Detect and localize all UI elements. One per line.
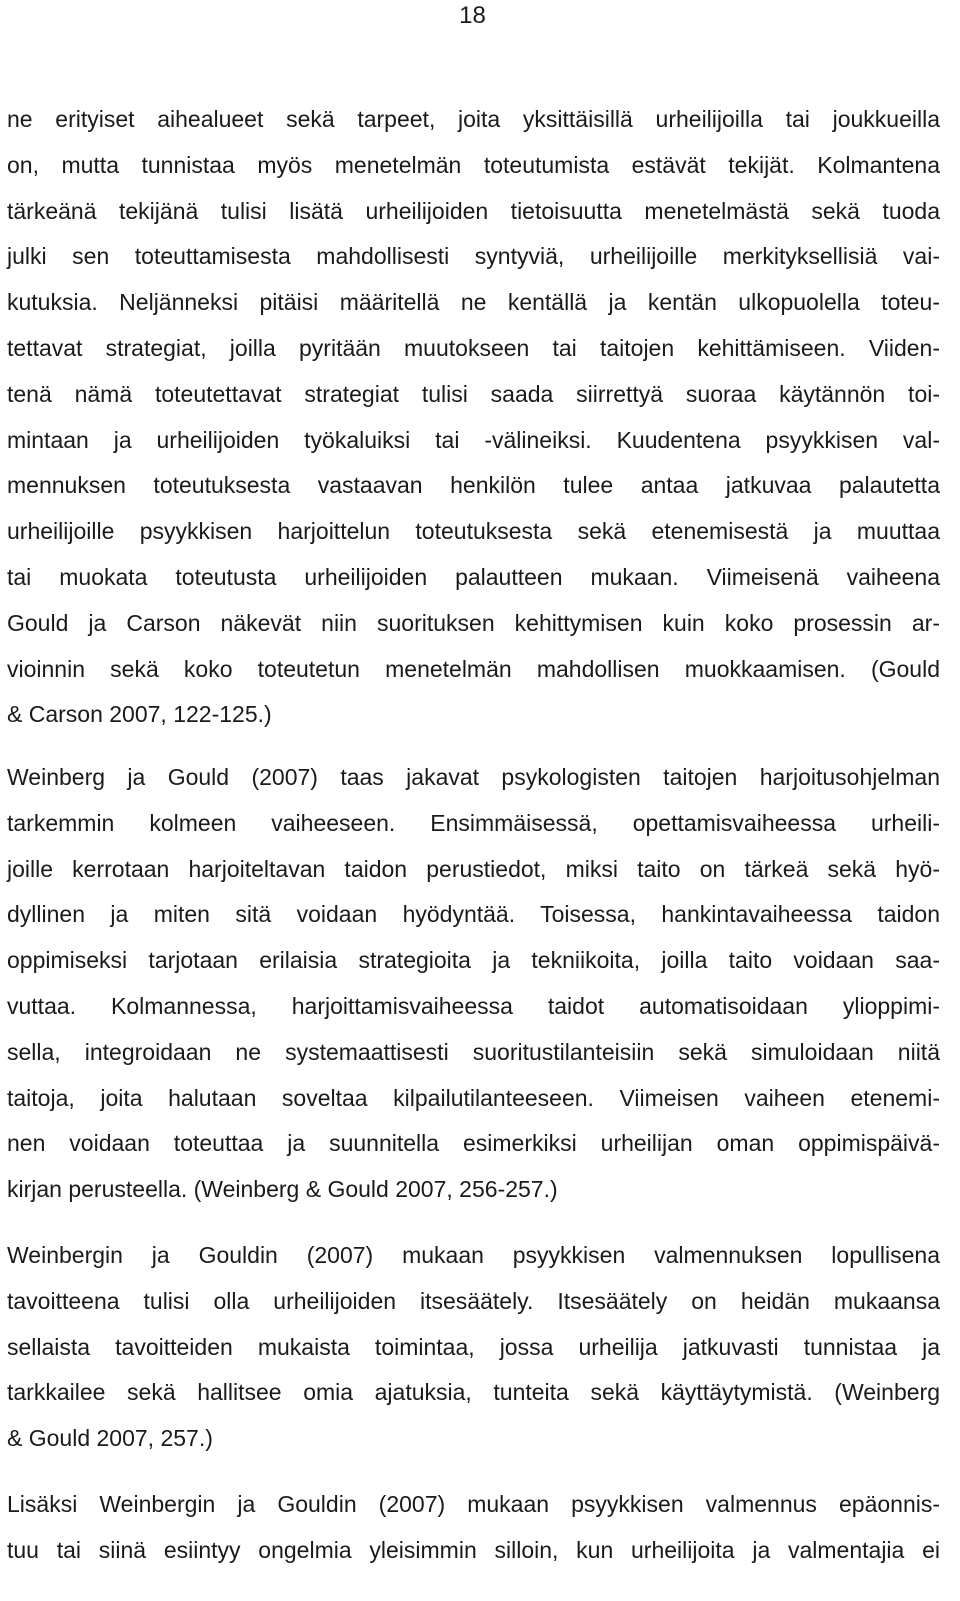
text-line: urheilijoille psyykkisen harjoittelun toteutuksesta sekä etenemisestä ja muuttaa bbox=[7, 518, 940, 545]
text-line: sella, integroidaan ne systemaattisesti suoritustilanteisiin sekä simuloidaan niitä bbox=[7, 1038, 940, 1065]
paragraph-failure-reasons bbox=[7, 1482, 940, 1574]
text-line: sellaista tavoitteiden mukaista toimintaa, jossa urheilija jatkuvasti tunnistaa ja bbox=[7, 1333, 940, 1360]
text-line: Weinberg ja Gould (2007) taas jakavat psykologisten taitojen harjoitusohjelman bbox=[7, 764, 940, 790]
text-line: mintaan ja urheilijoiden työkaluiksi tai -välineiksi. Kuudentena psyykkisen val- bbox=[7, 426, 940, 453]
paragraph-self-regulation bbox=[7, 1233, 940, 1462]
text-line: Weinbergin ja Gouldin (2007) mukaan psyykkisen valmennuksen lopullisena bbox=[7, 1242, 940, 1268]
text-line: tuu tai siinä esiintyy ongelmia yleisimmin silloin, kun urheilijoita ja valmentajia ei bbox=[7, 1536, 940, 1563]
text-line: mennuksen toteutuksesta vastaavan henkilön tulee antaa jatkuvaa palautetta bbox=[7, 472, 940, 499]
text-line: nen voidaan toteuttaa ja suunnitella esimerkiksi urheilijan oman oppimispäivä- bbox=[7, 1130, 940, 1157]
text-line: & Carson 2007, 122-125.) bbox=[7, 701, 272, 728]
text-line: tärkeänä tekijänä tulisi lisätä urheilijoiden tietoisuutta menetelmästä sekä tuoda bbox=[7, 197, 940, 224]
text-line: tarkkailee sekä hallitsee omia ajatuksia, tunteita sekä käyttäytymistä. (Weinberg bbox=[7, 1379, 940, 1406]
text-line: taitoja, joita halutaan soveltaa kilpailutilanteeseen. Viimeisen vaiheen etenemi- bbox=[7, 1084, 940, 1111]
text-line: tai muokata toteutusta urheilijoiden palautteen mukaan. Viimeisenä vaiheena bbox=[7, 563, 940, 590]
text-line: vioinnin sekä koko toteutetun menetelmän mahdollisen muokkaamisen. (Gould bbox=[7, 655, 940, 682]
text-line: tavoitteena tulisi olla urheilijoiden itsesäätely. Itsesäätely on heidän mukaansa bbox=[7, 1287, 940, 1314]
text-line: joille kerrotaan harjoiteltavan taidon perustiedot, miksi taito on tärkeä sekä hyö- bbox=[7, 855, 940, 882]
text-line: vuttaa. Kolmannessa, harjoittamisvaiheessa taidot automatisoidaan ylioppimi- bbox=[7, 992, 940, 1019]
text-line: tarkemmin kolmeen vaiheeseen. Ensimmäisessä, opettamisvaiheessa urheili- bbox=[7, 809, 940, 836]
text-line: on, mutta tunnistaa myös menetelmän toteutumista estävät tekijät. Kolmantena bbox=[7, 151, 940, 178]
text-line: tenä nämä toteutettavat strategiat tulisi saada siirrettyä suoraa käytännön toi- bbox=[7, 380, 940, 407]
text-line: kirjan perusteella. (Weinberg & Gould 2007, 256-257.) bbox=[7, 1176, 558, 1203]
page-number: 18 bbox=[459, 2, 486, 29]
text-line: oppimiseksi tarjotaan erilaisia strategioita ja tekniikoita, joilla taito voidaan saa- bbox=[7, 947, 940, 974]
text-line: & Gould 2007, 257.) bbox=[7, 1425, 213, 1452]
text-line: kutuksia. Neljänneksi pitäisi määritellä ne kentällä ja kentän ulkopuolella toteu- bbox=[7, 289, 940, 316]
text-line: Gould ja Carson näkevät niin suorituksen kehittymisen kuin koko prosessin ar- bbox=[7, 609, 940, 636]
text-line: dyllinen ja miten sitä voidaan hyödyntää. Toisessa, hankintavaiheessa taidon bbox=[7, 901, 940, 928]
paragraph-weinberg-gould-phases bbox=[7, 755, 940, 1213]
text-line: ne erityiset aihealueet sekä tarpeet, joita yksittäisillä urheilijoilla tai joukkueilla bbox=[7, 106, 940, 132]
text-line: tettavat strategiat, joilla pyritään muutokseen tai taitojen kehittämiseen. Viiden- bbox=[7, 334, 940, 361]
text-line: Lisäksi Weinbergin ja Gouldin (2007) mukaan psyykkisen valmennus epäonnis- bbox=[7, 1491, 940, 1517]
paragraph-gould-carson bbox=[7, 97, 940, 738]
text-line: julki sen toteuttamisesta mahdollisesti syntyviä, urheilijoille merkityksellisiä vai- bbox=[7, 243, 940, 270]
